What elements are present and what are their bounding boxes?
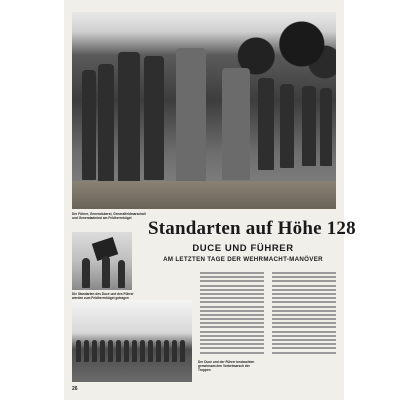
figure <box>100 340 105 362</box>
figure <box>92 340 97 362</box>
figure <box>180 340 185 362</box>
figure <box>116 340 121 362</box>
figure <box>98 64 114 182</box>
figure <box>302 86 316 166</box>
figure <box>156 340 161 362</box>
figure <box>76 340 81 362</box>
figure <box>132 340 137 362</box>
figure <box>148 340 153 362</box>
middle-photo-standards <box>72 232 132 290</box>
middle-photo-caption: Die Standarten des Duce und des Führer werden zum Feldherrnhügel getragen <box>72 292 134 300</box>
magazine-page <box>64 0 356 400</box>
article-column-1 <box>200 272 264 356</box>
figure <box>124 340 129 362</box>
figure <box>118 52 140 182</box>
ground <box>72 181 336 209</box>
top-photo-caption: Der Führer, Generaloberst, Generalfeldmarschall und Generaladmiral am Feldherrnhügel <box>72 212 146 220</box>
figure-central <box>176 48 206 188</box>
bottom-photo-parade <box>72 300 192 382</box>
figure <box>118 260 125 288</box>
figure <box>172 340 177 362</box>
figure <box>140 340 145 362</box>
figure <box>82 70 96 180</box>
figure <box>258 78 274 170</box>
figure <box>144 56 164 180</box>
figure <box>82 258 90 288</box>
figure <box>222 68 250 180</box>
figure <box>108 340 113 362</box>
figure <box>164 340 169 362</box>
subheadline-secondary: AM LETZTEN TAGE DER WEHRMACHT-MANÖVER <box>163 256 323 263</box>
subheadline: DUCE UND FÜHRER <box>192 243 294 254</box>
figure <box>320 88 332 166</box>
figure <box>84 340 89 362</box>
figure <box>280 84 294 168</box>
bottom-photo-caption: Der Duce und der Führer beobachten gemeinsam den Vorbeimarsch der Truppen <box>198 360 255 372</box>
figure <box>102 256 110 288</box>
article-column-2 <box>272 272 336 356</box>
headline: Standarten auf Höhe 128 <box>148 218 356 239</box>
top-photo-officers <box>72 12 336 209</box>
page-number: 26 <box>72 386 78 392</box>
